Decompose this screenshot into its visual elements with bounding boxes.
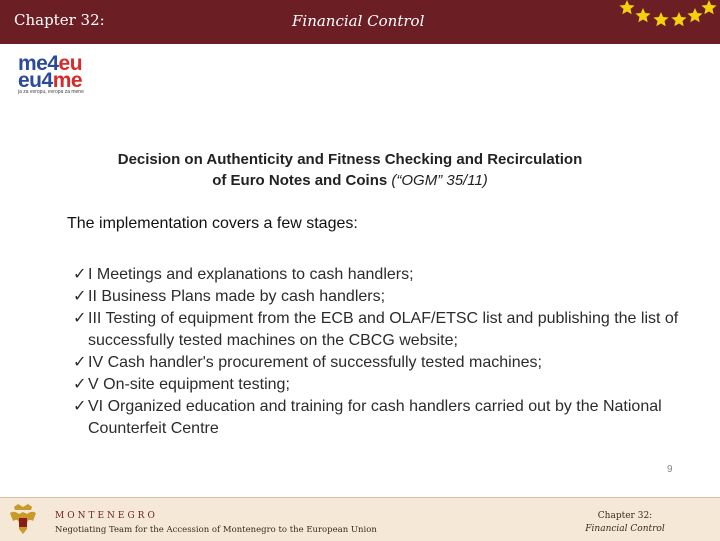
check-icon: ✓ (73, 376, 87, 393)
heading-citation: (“OGM” 35/11) (391, 172, 488, 189)
me4eu-logo (14, 52, 109, 98)
heading-line-1: Decision on Authenticity and Fitness Checking and Recirculation (117, 151, 583, 168)
list-item: ✓ VI Organized education and training for cash handlers carried out by the National Counterfeit Centre (73, 398, 662, 437)
logo-me4: me4 (18, 52, 59, 75)
footer-team: Negotiating Team for the Accession of Montenegro to the European Union (55, 525, 377, 535)
footer-title: Financial Control (585, 524, 665, 534)
footer-country: MONTENEGRO (55, 511, 158, 521)
logo-eu: eu (58, 52, 83, 75)
logo-tagline: ja za evropu, evropa za mene (18, 89, 84, 95)
list-item: ✓ II Business Plans made by cash handlers; (73, 286, 693, 308)
montenegro-coat-of-arms-icon (6, 501, 40, 537)
footer-bar (0, 497, 720, 541)
eu-stars-icon (608, 0, 720, 40)
check-icon: ✓ (73, 398, 87, 415)
page-number: 9 (667, 464, 673, 475)
intro-text: The implementation covers a few stages: (67, 215, 358, 232)
header-bar (0, 0, 720, 44)
check-icon: ✓ (73, 354, 87, 371)
list-item: ✓ V On-site equipment testing; (73, 374, 693, 396)
list-item: ✓ III Testing of equipment from the ECB and OLAF/ETSC list and publishing the list of successfully tested machines on the CBCG website; (73, 310, 679, 349)
heading-line-2: of Euro Notes and Coins (212, 172, 392, 189)
list-item: ✓ IV Cash handler's procurement of successfully tested machines; (73, 352, 693, 374)
header-title: Financial Control (292, 12, 425, 30)
check-icon: ✓ (73, 310, 87, 327)
list-item: ✓ I Meetings and explanations to cash handlers; (73, 264, 693, 286)
slide-heading (60, 149, 640, 191)
check-icon: ✓ (73, 266, 87, 283)
stages-list (73, 264, 693, 440)
logo-eu4: eu4 (18, 69, 53, 92)
chapter-label: Chapter 32: (14, 11, 105, 29)
footer-chapter: Chapter 32: (597, 511, 653, 521)
check-icon: ✓ (73, 288, 87, 305)
logo-me: me (52, 69, 83, 92)
